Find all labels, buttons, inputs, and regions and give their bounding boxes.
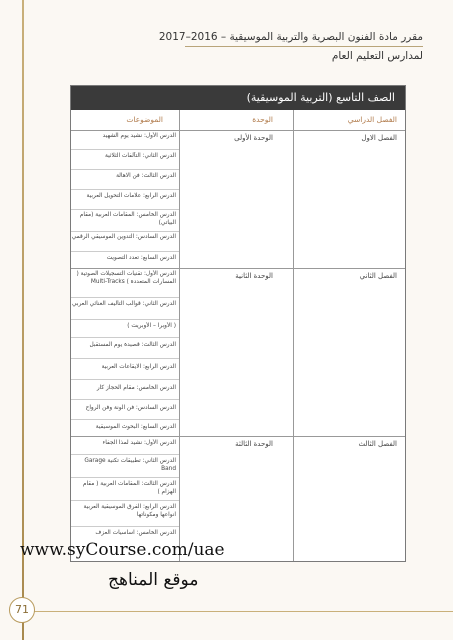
- topic-item: الدرس السادس: فن الونة وفن الرواح: [85, 405, 176, 411]
- watermark-site-name: موقع المناهج: [108, 570, 199, 590]
- header-rule: [185, 46, 423, 47]
- topic-divider: [71, 358, 179, 359]
- topic-divider: [71, 526, 179, 527]
- topic-item: الدرس الأول: تقنيات التسجيلات الصوتية ( المسارات المتعددة ) Multi-Tracks: [76, 271, 176, 286]
- topic-divider: [71, 419, 179, 420]
- header-title: مقرر مادة الفنون البصرية والتربية الموسيقية – 2016–2017: [158, 31, 423, 43]
- topic-item: الدرس الثاني: قوالب التأليف الغنائي العربي: [72, 301, 176, 307]
- column-header-topics: الموضوعات: [126, 115, 163, 124]
- topic-divider: [71, 500, 179, 501]
- unit-label: الوحدة الثانية: [235, 272, 273, 280]
- column-header-semester: الفصل الدراسي: [347, 115, 397, 124]
- topic-divider: [71, 379, 179, 380]
- topic-divider: [71, 477, 179, 478]
- footer-rule: [34, 611, 453, 612]
- topic-divider: [71, 297, 179, 298]
- topic-divider: [71, 149, 179, 150]
- topic-divider: [71, 251, 179, 252]
- column-divider: [179, 110, 180, 561]
- curriculum-table: [70, 85, 406, 562]
- unit-label: الوحدة الأولى: [234, 134, 273, 142]
- column-divider: [293, 110, 294, 561]
- header-subtitle: لمدارس التعليم العام: [331, 50, 423, 62]
- topic-divider: [71, 399, 179, 400]
- topic-item: الدرس السادس: التدوين الموسيقي الرقمي: [71, 234, 176, 240]
- row-divider: [71, 436, 405, 437]
- topic-item: الدرس الخامس: المقامات العربية (مقام البياتي): [79, 212, 176, 227]
- topic-item: الدرس الثاني: تطبيقات تكنية Garage Band: [84, 458, 176, 473]
- row-divider: [71, 268, 405, 269]
- topic-item: ( الأوبرا – الأوبريت ): [127, 323, 176, 329]
- topic-item: الدرس الرابع: الايقاعات العربية: [101, 364, 176, 370]
- unit-label: الوحدة الثالثة: [235, 440, 273, 448]
- topic-divider: [71, 337, 179, 338]
- semester-label: الفصل الثاني: [359, 272, 397, 280]
- topic-item: الدرس الثاني: التآلفات الثلاثية: [105, 153, 176, 159]
- column-header-unit: الوحدة: [252, 115, 273, 124]
- semester-label: الفصل الثالث: [358, 440, 397, 448]
- table-title: الصف التاسع (التربية الموسيقية): [71, 86, 405, 110]
- topic-divider: [71, 169, 179, 170]
- topic-item: الدرس السابع: تعدد التصويت: [106, 255, 176, 261]
- page-number: 71: [9, 597, 35, 623]
- topic-item: الدرس الثالث: قصيدة يوم المستقبل: [89, 342, 176, 348]
- topic-item: الدرس الخامس: مقام الحجاز كار: [96, 385, 176, 391]
- topic-item: الدرس الخامس: اساسيات العزف: [95, 530, 176, 536]
- topic-divider: [71, 189, 179, 190]
- topic-item: الدرس الأول: نشيد يوم الشهيد: [102, 133, 176, 139]
- topic-divider: [71, 454, 179, 455]
- semester-label: الفصل الاول: [361, 134, 397, 142]
- topic-item: الدرس السابع: البحوث الموسيقية: [95, 424, 176, 430]
- topic-divider: [71, 319, 179, 320]
- watermark-url: www.syCourse.com/uae: [20, 540, 225, 560]
- topic-item: الدرس الرابع: الفرق الموسيقية العربية انواعها ومكوناتها: [83, 504, 176, 519]
- topic-divider: [71, 231, 179, 232]
- topic-item: الدرس الثالث: المقامات العربية ( مقام الهزام ): [82, 481, 176, 496]
- row-divider: [71, 130, 405, 131]
- topic-item: الدرس الثالث: فن الاهالة: [116, 173, 176, 179]
- topic-divider: [71, 209, 179, 210]
- topic-item: الدرس الأول: نشيد لمذا الجفاء: [102, 440, 176, 446]
- topic-item: الدرس الرابع: علامات التحويل العربية: [86, 193, 176, 199]
